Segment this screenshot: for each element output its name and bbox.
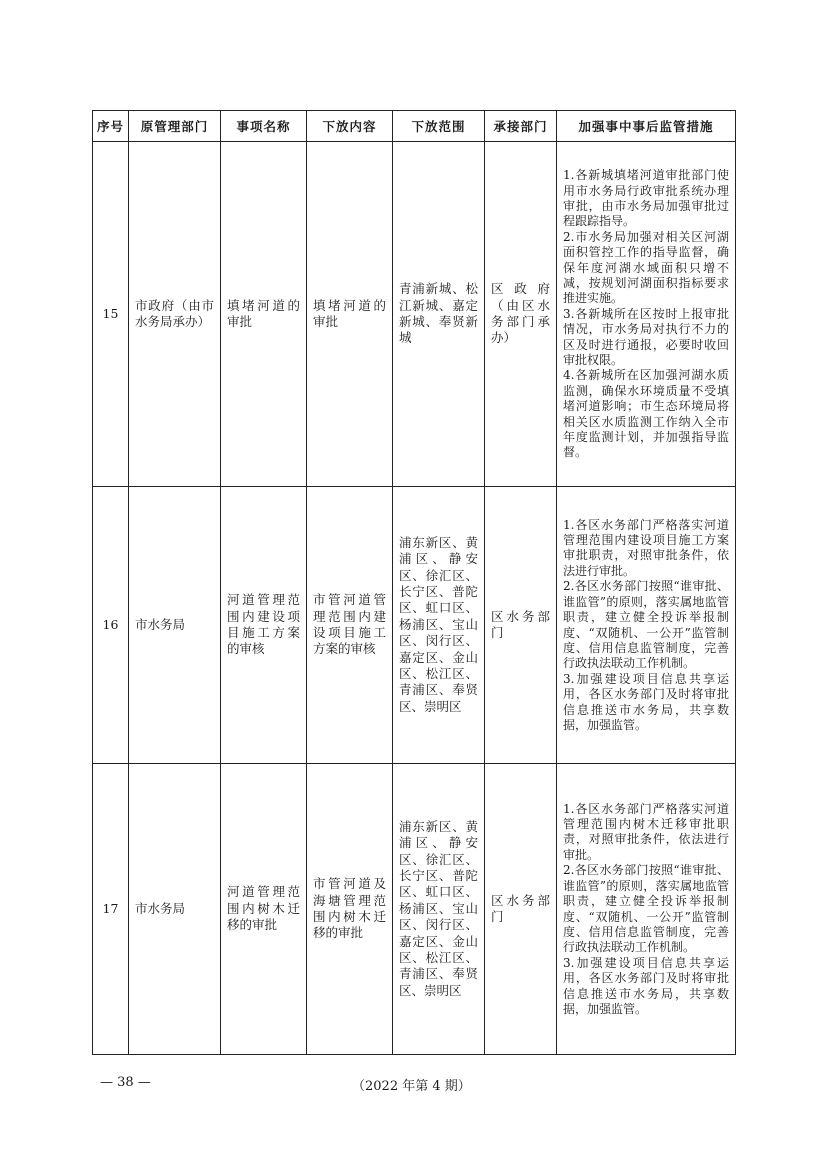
row-dept: 市水务局 (135, 900, 186, 916)
header-item: 事项名称 (221, 111, 307, 142)
row-dept: 市政府（由市水务局承办） (135, 297, 214, 329)
row-no: 16 (102, 616, 119, 632)
header-scope: 下放范围 (393, 111, 485, 142)
header-measures: 加强事中事后监管措施 (557, 111, 736, 142)
row-item: 填堵河道的审批 (227, 297, 300, 329)
header-no: 序号 (93, 111, 129, 142)
header-receiver: 承接部门 (485, 111, 557, 142)
row-receiver: 区水务部门 (491, 608, 550, 640)
table-header-row (93, 111, 736, 142)
table-row (93, 764, 736, 1055)
row-dept: 市水务局 (135, 616, 186, 632)
table-row (93, 487, 736, 764)
measure-item: 1.各区水务部门严格落实河道管理范围内树木迁移审批职责，对照审批条件，依法进行审批。 (563, 801, 729, 862)
header-dept: 原管理部门 (129, 111, 221, 142)
row-item: 河道管理范围内建设项目施工方案的审核 (227, 592, 300, 657)
row-no: 17 (102, 900, 119, 916)
row-measures (557, 163, 735, 465)
measure-item: 3.加强建设项目信息共享运用，各区水务部门及时将审批信息推送市水务局，共享数据，加强监管。 (563, 955, 729, 1016)
measure-item: 4.各新城所在区加强河湖水质监测，确保水环境质量不受填堵河道影响；市生态环境局将相关区水质监测工作纳入全市年度监测计划，并加强指导监督。 (563, 368, 729, 460)
measure-item: 3.加强建设项目信息共享运用，各区水务部门及时将审批信息推送市水务局，共享数据，加强监管。 (563, 671, 729, 732)
row-no: 15 (102, 305, 119, 321)
header-content: 下放内容 (307, 111, 393, 142)
row-measures (557, 797, 735, 1022)
row-scope: 浦东新区、黄浦区、静安区、徐汇区、长宁区、普陀区、虹口区、杨浦区、宝山区、闵行区、嘉定区、金山区、松江区、青浦区、奉贤区、崇明区 (399, 534, 478, 714)
measure-item: 2.市水务局加强对相关区河湖面积管控工作的指导监督，确保年度河湖水域面积只增不减，按规划河湖面积指标要求推进实施。 (563, 229, 729, 306)
row-content: 市管河道及海塘管理范围内树木迁移的审批 (313, 876, 386, 941)
measure-item: 3.各新城所在区按时上报审批情况，市水务局对执行不力的区及时进行通报，必要时收回审批权限。 (563, 306, 729, 368)
delegation-table (92, 110, 736, 1055)
page-number: — 38 — (100, 1075, 151, 1090)
row-content: 市管河道管理范围内建设项目施工方案的审核 (313, 592, 386, 657)
measure-item: 1.各新城填堵河道审批部门使用市水务局行政审批系统办理审批，由市水务局加强审批过程跟踪指导。 (563, 168, 729, 229)
measure-item: 1.各区水务部门严格落实河道管理范围内建设项目施工方案审批职责，对照审批条件，依法进行审批。 (563, 517, 729, 578)
row-measures (557, 513, 735, 738)
measure-item: 2.各区水务部门按照“谁审批、谁监管”的原则，落实属地监管职责，建立健全投诉举报制度、“双随机、一公开”监管制度、信用信息监管制度，完善行政执法联动工作机制。 (563, 863, 729, 955)
row-scope: 青浦新城、松江新城、嘉定新城、奉贤新城 (399, 281, 478, 346)
issue-label: （2022 年第 4 期） (352, 1079, 471, 1094)
row-item: 河道管理范围内树木迁移的审批 (227, 884, 300, 933)
row-receiver: 区政府（由区水务部门承办） (491, 281, 550, 346)
row-receiver: 区水务部门 (491, 892, 550, 924)
row-content: 填堵河道的审批 (313, 297, 386, 329)
table-row (93, 142, 736, 487)
measure-item: 2.各区水务部门按照“谁审批、谁监管”的原则，落实属地监管职责，建立健全投诉举报制度、“双随机、一公开”监管制度、信用信息监管制度，完善行政执法联动工作机制。 (563, 579, 729, 671)
row-scope: 浦东新区、黄浦区、静安区、徐汇区、长宁区、普陀区、虹口区、杨浦区、宝山区、闵行区、嘉定区、金山区、松江区、青浦区、奉贤区、崇明区 (399, 818, 478, 998)
